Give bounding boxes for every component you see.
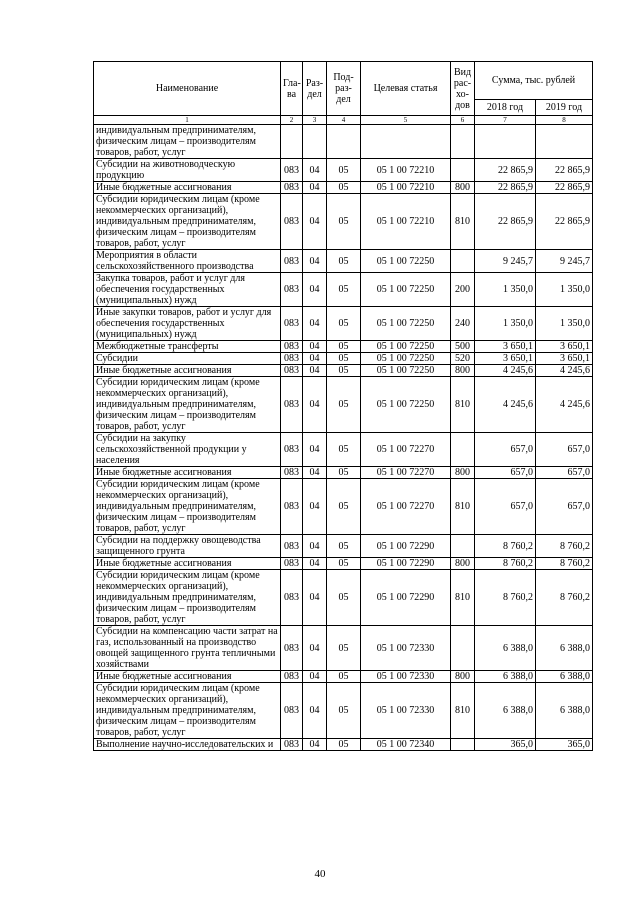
cell-glava: 083	[281, 250, 303, 273]
cell-podrazdel: 05	[327, 671, 361, 683]
header-year-2018: 2018 год	[475, 100, 536, 116]
cell-sum-2018: 657,0	[475, 479, 536, 535]
cell-vid: 810	[451, 377, 475, 433]
cell-vid: 240	[451, 307, 475, 341]
cell-vid: 800	[451, 467, 475, 479]
cell-name: Субсидии на закупку сельскохозяйственной продукции у населения	[94, 433, 281, 467]
cell-sum-2018: 3 650,1	[475, 353, 536, 365]
cell-name: Иные бюджетные ассигнования	[94, 467, 281, 479]
cell-glava: 083	[281, 535, 303, 558]
cell-name: индивидуальным предпринимателям, физическим лицам – производителям товаров, работ, услуг	[94, 125, 281, 159]
cell-podrazdel	[327, 125, 361, 159]
cell-sum-2018	[475, 125, 536, 159]
cell-sum-2018: 3 650,1	[475, 341, 536, 353]
cell-glava: 083	[281, 467, 303, 479]
cell-name: Межбюджетные трансферты	[94, 341, 281, 353]
cell-name: Мероприятия в области сельскохозяйственного производства	[94, 250, 281, 273]
cell-name: Иные бюджетные ассигнования	[94, 365, 281, 377]
cell-target: 05 1 00 72290	[361, 570, 451, 626]
cell-podrazdel: 05	[327, 467, 361, 479]
cell-glava: 083	[281, 377, 303, 433]
cell-sum-2018: 22 865,9	[475, 194, 536, 250]
cell-name: Иные бюджетные ассигнования	[94, 671, 281, 683]
cell-razdel: 04	[303, 535, 327, 558]
cell-target: 05 1 00 72270	[361, 433, 451, 467]
cell-glava: 083	[281, 159, 303, 182]
cell-sum-2018: 22 865,9	[475, 182, 536, 194]
cell-vid: 800	[451, 182, 475, 194]
cell-razdel: 04	[303, 479, 327, 535]
table-row	[94, 683, 593, 739]
cell-razdel: 04	[303, 194, 327, 250]
cell-name: Субсидии	[94, 353, 281, 365]
cell-sum-2018: 8 760,2	[475, 535, 536, 558]
column-number: 3	[303, 116, 327, 125]
cell-vid: 200	[451, 273, 475, 307]
cell-target: 05 1 00 72290	[361, 558, 451, 570]
cell-razdel: 04	[303, 739, 327, 751]
table-row	[94, 159, 593, 182]
column-numbers-row	[94, 116, 593, 125]
column-number: 5	[361, 116, 451, 125]
cell-vid	[451, 250, 475, 273]
cell-glava	[281, 125, 303, 159]
cell-vid: 800	[451, 558, 475, 570]
table-row	[94, 194, 593, 250]
cell-sum-2019: 3 650,1	[536, 341, 593, 353]
cell-target: 05 1 00 72250	[361, 377, 451, 433]
column-number: 8	[536, 116, 593, 125]
table-row	[94, 739, 593, 751]
cell-razdel: 04	[303, 377, 327, 433]
cell-name: Иные бюджетные ассигнования	[94, 558, 281, 570]
table-row	[94, 558, 593, 570]
cell-sum-2018: 6 388,0	[475, 626, 536, 671]
cell-sum-2018: 22 865,9	[475, 159, 536, 182]
cell-vid	[451, 125, 475, 159]
cell-sum-2019: 6 388,0	[536, 683, 593, 739]
cell-sum-2019: 4 245,6	[536, 365, 593, 377]
page-number: 40	[314, 868, 326, 880]
cell-name: Иные бюджетные ассигнования	[94, 182, 281, 194]
cell-podrazdel: 05	[327, 365, 361, 377]
cell-podrazdel: 05	[327, 739, 361, 751]
column-number: 1	[94, 116, 281, 125]
table-row	[94, 365, 593, 377]
cell-razdel: 04	[303, 307, 327, 341]
cell-podrazdel: 05	[327, 433, 361, 467]
cell-vid	[451, 739, 475, 751]
header-podrazdel: Под-раз-дел	[327, 62, 361, 116]
cell-razdel	[303, 125, 327, 159]
cell-podrazdel: 05	[327, 570, 361, 626]
cell-target	[361, 125, 451, 159]
cell-sum-2018: 6 388,0	[475, 671, 536, 683]
cell-vid: 800	[451, 671, 475, 683]
cell-glava: 083	[281, 353, 303, 365]
cell-sum-2019: 4 245,6	[536, 377, 593, 433]
cell-vid: 500	[451, 341, 475, 353]
cell-razdel: 04	[303, 570, 327, 626]
cell-podrazdel: 05	[327, 250, 361, 273]
cell-glava: 083	[281, 683, 303, 739]
cell-glava: 083	[281, 273, 303, 307]
cell-sum-2019: 8 760,2	[536, 570, 593, 626]
table-row	[94, 307, 593, 341]
cell-podrazdel: 05	[327, 683, 361, 739]
cell-glava: 083	[281, 558, 303, 570]
cell-sum-2019	[536, 125, 593, 159]
cell-sum-2018: 365,0	[475, 739, 536, 751]
cell-name: Выполнение научно-исследовательских и	[94, 739, 281, 751]
cell-sum-2019: 9 245,7	[536, 250, 593, 273]
cell-name: Субсидии юридическим лицам (кроме некоммерческих организаций), индивидуальным предпринимателям, физическим лицам – производителям товаров, работ, услуг	[94, 570, 281, 626]
cell-razdel: 04	[303, 683, 327, 739]
cell-target: 05 1 00 72210	[361, 182, 451, 194]
cell-sum-2018: 1 350,0	[475, 307, 536, 341]
cell-sum-2018: 6 388,0	[475, 683, 536, 739]
cell-sum-2019: 1 350,0	[536, 307, 593, 341]
cell-razdel: 04	[303, 626, 327, 671]
header-target: Целевая статья	[361, 62, 451, 116]
cell-sum-2019: 1 350,0	[536, 273, 593, 307]
column-number: 6	[451, 116, 475, 125]
cell-target: 05 1 00 72250	[361, 365, 451, 377]
cell-podrazdel: 05	[327, 182, 361, 194]
cell-target: 05 1 00 72210	[361, 194, 451, 250]
header-vid: Вид рас-хо-дов	[451, 62, 475, 116]
cell-sum-2019: 3 650,1	[536, 353, 593, 365]
table-row	[94, 341, 593, 353]
cell-podrazdel: 05	[327, 307, 361, 341]
table-row	[94, 433, 593, 467]
cell-sum-2018: 657,0	[475, 467, 536, 479]
cell-sum-2019: 657,0	[536, 479, 593, 535]
table-row	[94, 535, 593, 558]
cell-name: Субсидии юридическим лицам (кроме некоммерческих организаций), индивидуальным предпринимателям, физическим лицам – производителям товаров, работ, услуг	[94, 194, 281, 250]
cell-name: Субсидии юридическим лицам (кроме некоммерческих организаций), индивидуальным предпринимателям, физическим лицам – производителям товаров, работ, услуг	[94, 683, 281, 739]
cell-podrazdel: 05	[327, 273, 361, 307]
cell-target: 05 1 00 72330	[361, 671, 451, 683]
cell-target: 05 1 00 72340	[361, 739, 451, 751]
cell-sum-2018: 9 245,7	[475, 250, 536, 273]
cell-target: 05 1 00 72210	[361, 159, 451, 182]
cell-vid	[451, 433, 475, 467]
cell-glava: 083	[281, 341, 303, 353]
cell-sum-2019: 657,0	[536, 433, 593, 467]
cell-razdel: 04	[303, 341, 327, 353]
cell-sum-2018: 8 760,2	[475, 570, 536, 626]
cell-glava: 083	[281, 479, 303, 535]
table-row	[94, 570, 593, 626]
cell-glava: 083	[281, 671, 303, 683]
column-number: 2	[281, 116, 303, 125]
cell-name: Субсидии на животноводческую продукцию	[94, 159, 281, 182]
cell-sum-2019: 365,0	[536, 739, 593, 751]
table-row	[94, 250, 593, 273]
cell-name: Субсидии на компенсацию части затрат на газ, использованный на производство овощей защищенного грунта тепличными хозяйствами	[94, 626, 281, 671]
header-sum: Сумма, тыс. рублей	[475, 62, 593, 100]
cell-name: Субсидии на поддержку овощеводства защищенного грунта	[94, 535, 281, 558]
cell-podrazdel: 05	[327, 353, 361, 365]
cell-glava: 083	[281, 626, 303, 671]
cell-target: 05 1 00 72250	[361, 273, 451, 307]
cell-target: 05 1 00 72250	[361, 307, 451, 341]
cell-razdel: 04	[303, 250, 327, 273]
header-name: Наименование	[94, 62, 281, 116]
cell-glava: 083	[281, 307, 303, 341]
cell-vid: 810	[451, 194, 475, 250]
cell-razdel: 04	[303, 182, 327, 194]
cell-razdel: 04	[303, 365, 327, 377]
table-row	[94, 182, 593, 194]
cell-podrazdel: 05	[327, 535, 361, 558]
table-header	[94, 62, 593, 125]
cell-razdel: 04	[303, 671, 327, 683]
cell-vid	[451, 159, 475, 182]
cell-vid	[451, 535, 475, 558]
cell-target: 05 1 00 72330	[361, 626, 451, 671]
cell-razdel: 04	[303, 433, 327, 467]
cell-vid: 800	[451, 365, 475, 377]
header-glava: Гла-ва	[281, 62, 303, 116]
cell-name: Субсидии юридическим лицам (кроме некоммерческих организаций), индивидуальным предпринимателям, физическим лицам – производителям товаров, работ, услуг	[94, 479, 281, 535]
cell-sum-2019: 657,0	[536, 467, 593, 479]
cell-sum-2018: 657,0	[475, 433, 536, 467]
cell-sum-2018: 1 350,0	[475, 273, 536, 307]
table-row	[94, 353, 593, 365]
cell-target: 05 1 00 72270	[361, 479, 451, 535]
cell-vid: 810	[451, 683, 475, 739]
cell-sum-2019: 6 388,0	[536, 671, 593, 683]
table-row	[94, 467, 593, 479]
table-body	[94, 125, 593, 751]
cell-target: 05 1 00 72270	[361, 467, 451, 479]
cell-vid: 520	[451, 353, 475, 365]
cell-glava: 083	[281, 570, 303, 626]
cell-podrazdel: 05	[327, 341, 361, 353]
header-year-2019: 2019 год	[536, 100, 593, 116]
cell-sum-2019: 22 865,9	[536, 182, 593, 194]
cell-podrazdel: 05	[327, 377, 361, 433]
budget-table	[93, 61, 593, 751]
cell-glava: 083	[281, 433, 303, 467]
cell-sum-2019: 6 388,0	[536, 626, 593, 671]
column-number: 4	[327, 116, 361, 125]
cell-sum-2018: 8 760,2	[475, 558, 536, 570]
cell-sum-2019: 8 760,2	[536, 535, 593, 558]
column-number: 7	[475, 116, 536, 125]
cell-sum-2019: 22 865,9	[536, 159, 593, 182]
cell-razdel: 04	[303, 558, 327, 570]
cell-sum-2018: 4 245,6	[475, 365, 536, 377]
cell-vid: 810	[451, 479, 475, 535]
cell-razdel: 04	[303, 273, 327, 307]
cell-target: 05 1 00 72290	[361, 535, 451, 558]
cell-podrazdel: 05	[327, 558, 361, 570]
cell-target: 05 1 00 72250	[361, 353, 451, 365]
cell-target: 05 1 00 72330	[361, 683, 451, 739]
cell-target: 05 1 00 72250	[361, 250, 451, 273]
table-row	[94, 671, 593, 683]
table-row	[94, 479, 593, 535]
cell-razdel: 04	[303, 159, 327, 182]
cell-name: Закупка товаров, работ и услуг для обеспечения государственных (муниципальных) нужд	[94, 273, 281, 307]
cell-sum-2019: 8 760,2	[536, 558, 593, 570]
header-razdel: Раз-дел	[303, 62, 327, 116]
cell-glava: 083	[281, 182, 303, 194]
table-row	[94, 125, 593, 159]
cell-vid	[451, 626, 475, 671]
cell-glava: 083	[281, 365, 303, 377]
cell-podrazdel: 05	[327, 194, 361, 250]
cell-podrazdel: 05	[327, 626, 361, 671]
cell-target: 05 1 00 72250	[361, 341, 451, 353]
cell-razdel: 04	[303, 467, 327, 479]
table-row	[94, 377, 593, 433]
cell-podrazdel: 05	[327, 479, 361, 535]
table-row	[94, 273, 593, 307]
cell-podrazdel: 05	[327, 159, 361, 182]
cell-glava: 083	[281, 194, 303, 250]
table-row	[94, 626, 593, 671]
cell-razdel: 04	[303, 353, 327, 365]
cell-sum-2018: 4 245,6	[475, 377, 536, 433]
cell-vid: 810	[451, 570, 475, 626]
cell-name: Иные закупки товаров, работ и услуг для обеспечения государственных (муниципальных) нужд	[94, 307, 281, 341]
cell-name: Субсидии юридическим лицам (кроме некоммерческих организаций), индивидуальным предпринимателям, физическим лицам – производителям товаров, работ, услуг	[94, 377, 281, 433]
cell-sum-2019: 22 865,9	[536, 194, 593, 250]
cell-glava: 083	[281, 739, 303, 751]
